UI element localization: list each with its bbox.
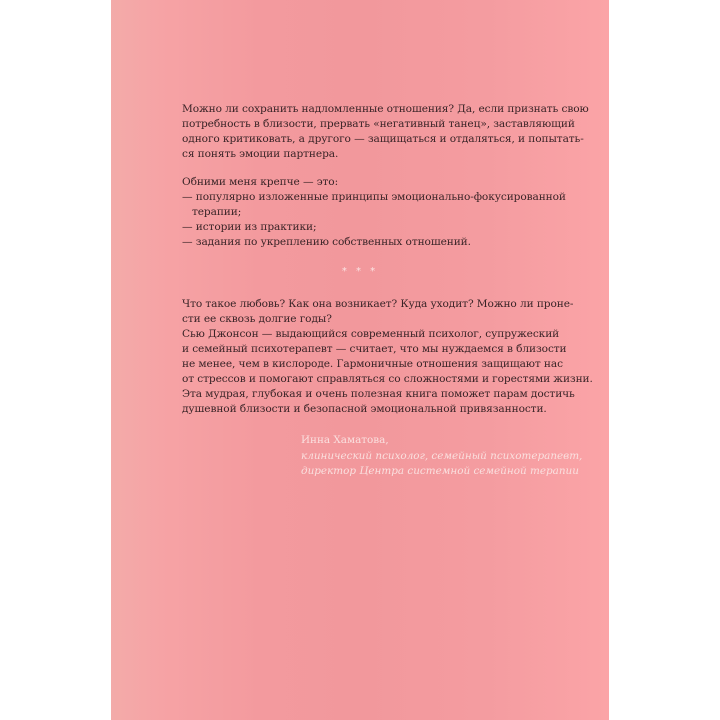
text-line: одного критиковать, а другого — защищаться и отдаляться, и попытать- <box>182 133 584 145</box>
text-line: ся понять эмоции партнера. <box>182 148 339 160</box>
text-line: Сью Джонсон — выдающийся современный психолог, супружеский <box>182 328 560 340</box>
text-line: Эта мудрая, глубокая и очень полезная книга поможет парам достичь <box>182 388 575 400</box>
separator-asterisks: * * * <box>341 266 379 277</box>
feature-list <box>182 175 566 250</box>
list-item: — задания по укреплению собственных отношений. <box>182 236 471 248</box>
text-line: от стрессов и помогают справляться со сложностями и горестями жизни. <box>182 373 593 385</box>
text-line: сти ее сквозь долгие годы? <box>182 313 332 325</box>
intro-paragraph <box>182 102 589 162</box>
signature-title: директор Центра системной семейной терапии <box>301 465 579 477</box>
text-line: и семейный психотерапевт — считает, что мы нуждаемся в близости <box>182 343 567 355</box>
text-line: Что такое любовь? Как она возникает? Куда уходит? Можно ли проне- <box>182 298 574 310</box>
list-item-continuation: терапии; <box>192 206 242 218</box>
signature-name: Инна Хаматова, <box>301 434 389 446</box>
list-item: — популярно изложенные принципы эмоционально-фокусированной <box>182 191 566 203</box>
list-title: Обними меня крепче — это: <box>182 176 339 188</box>
text-line: Можно ли сохранить надломленные отношения? Да, если признать свою <box>182 103 589 115</box>
signature-title: клинический психолог, семейный психотерапевт, <box>301 449 583 462</box>
list-item: — истории из практики; <box>182 221 317 233</box>
review-signature <box>301 433 582 480</box>
text-line: душевной близости и безопасной эмоциональной привязанности. <box>182 403 547 415</box>
text-line: не менее, чем в кислороде. Гармоничные отношения защищают нас <box>182 358 563 370</box>
text-line: потребность в близости, прервать «негативный танец», заставляющий <box>182 118 575 130</box>
body-paragraph <box>182 297 593 417</box>
